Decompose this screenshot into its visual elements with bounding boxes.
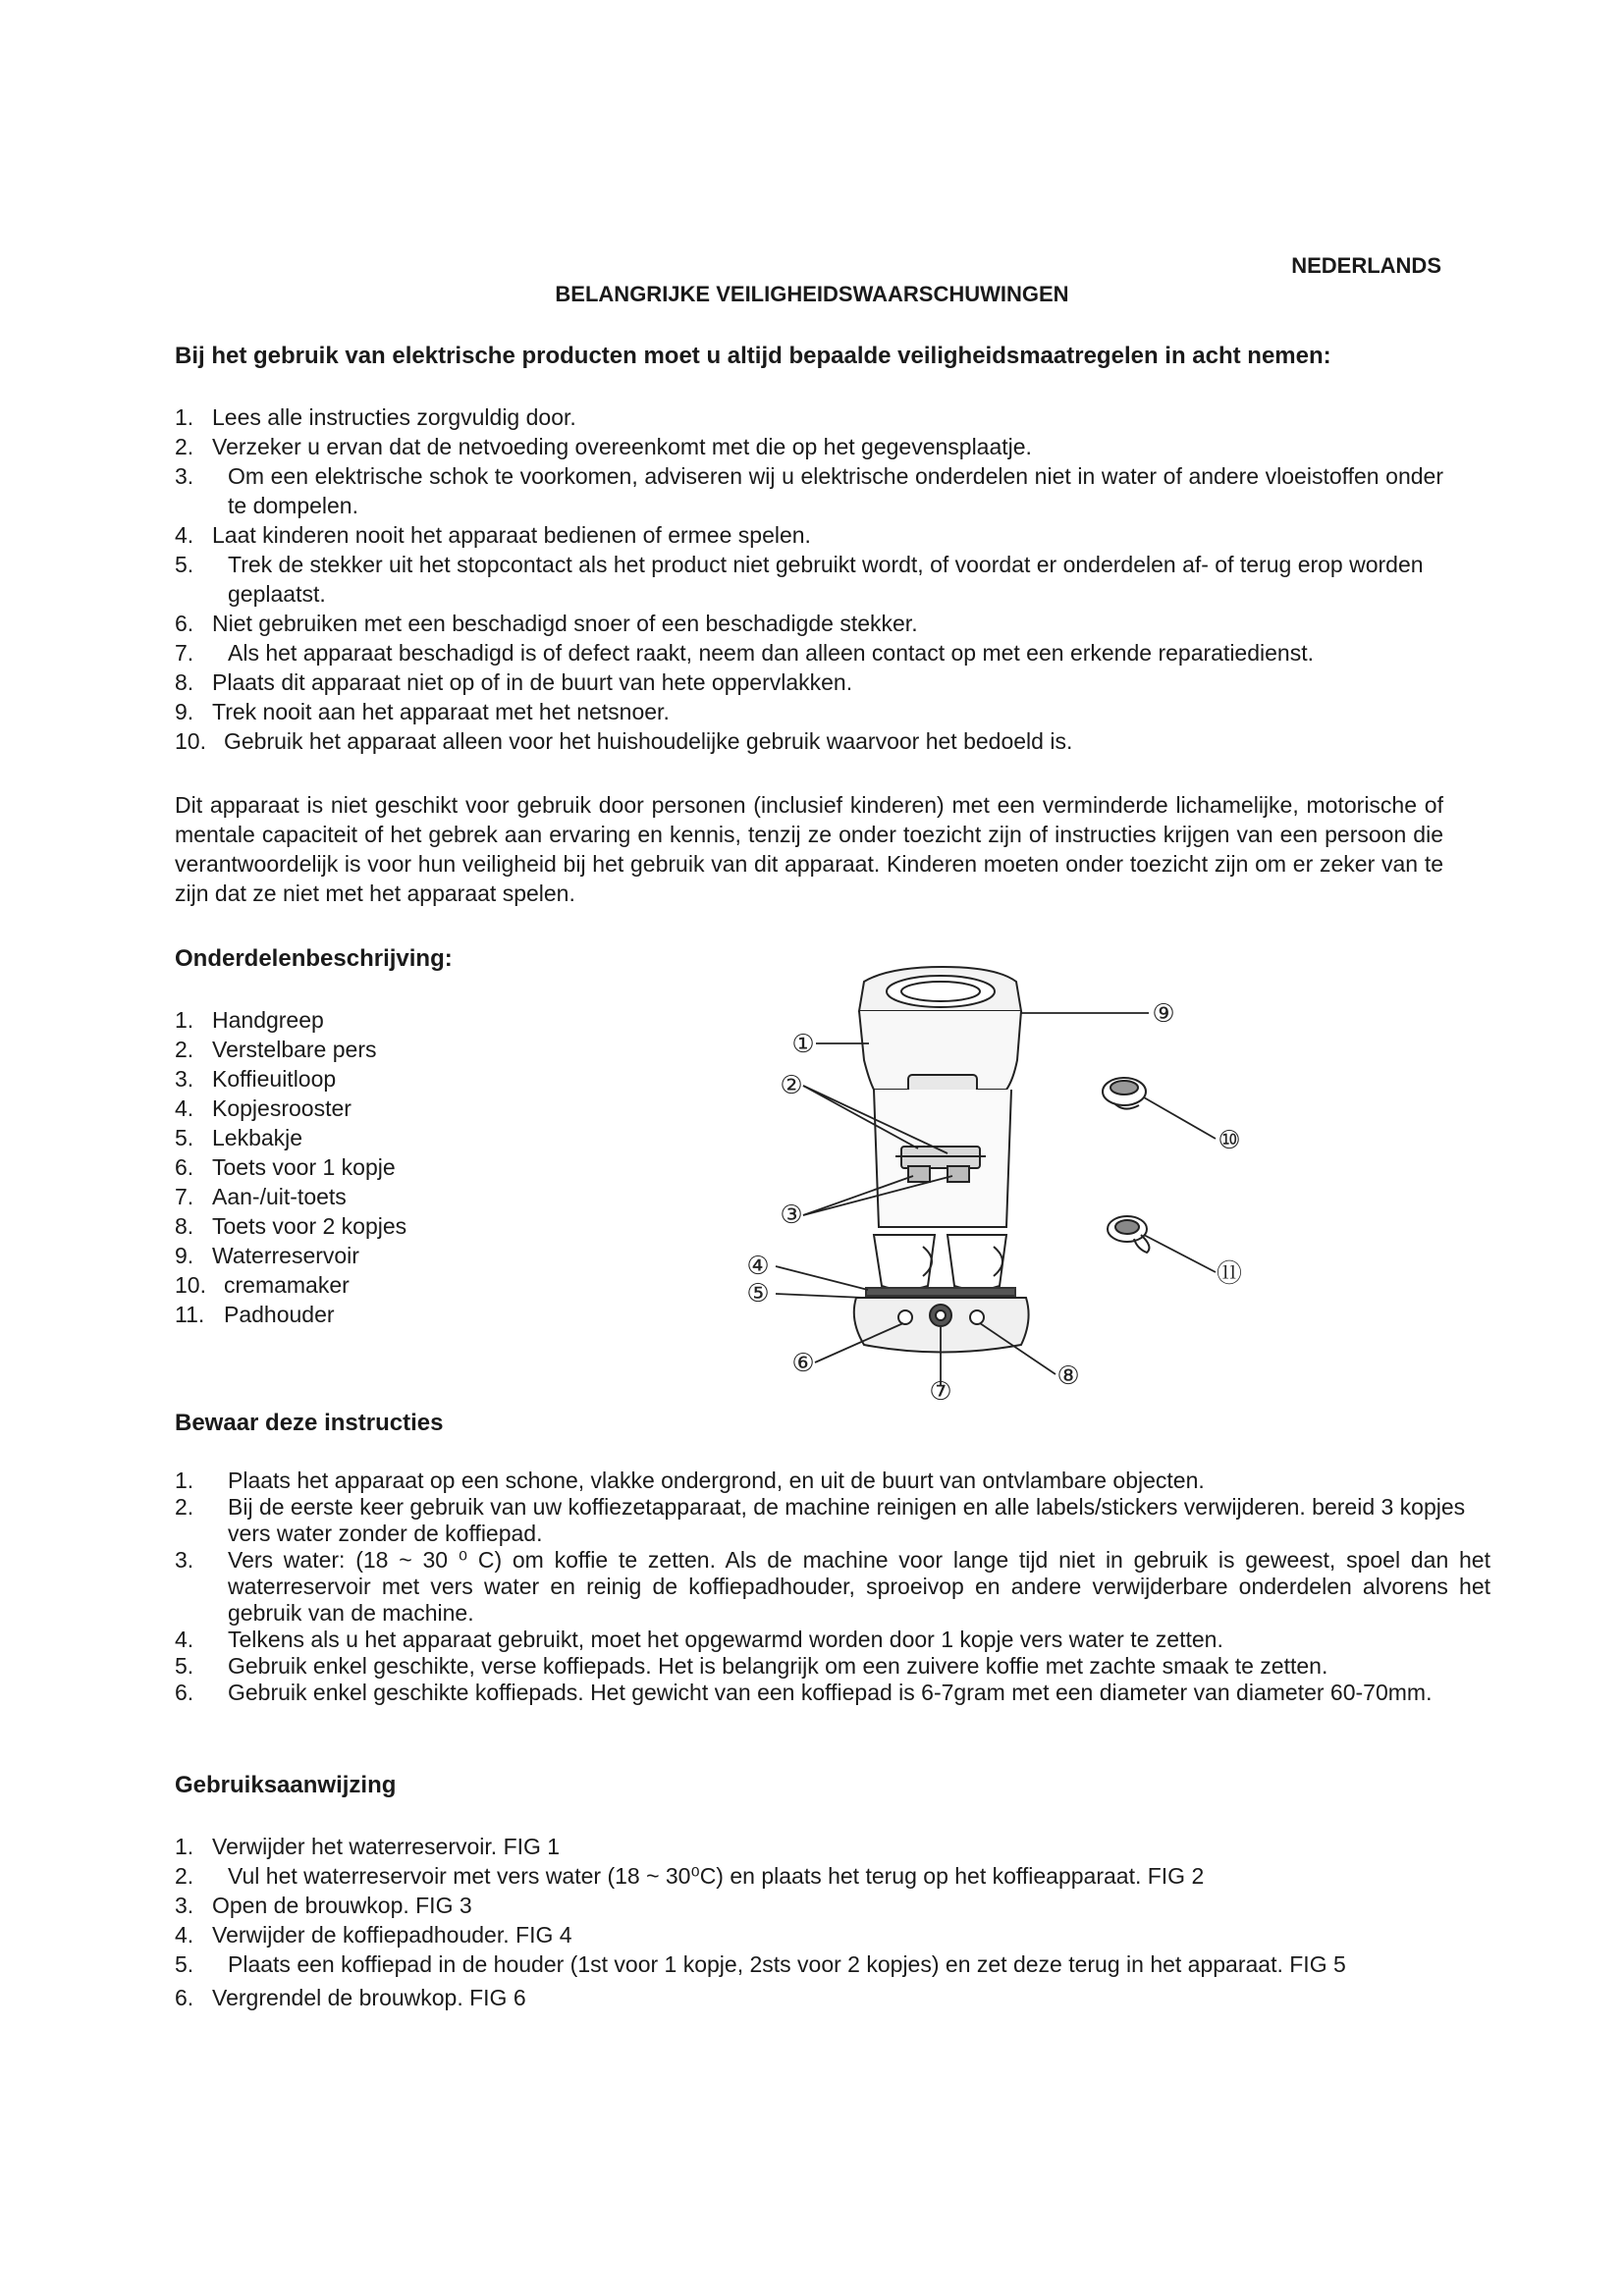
list-item: 3. Open de brouwkop. FIG 3	[175, 1893, 472, 1918]
callout-8: ⑧	[1056, 1362, 1080, 1391]
list-item: 4. Verwijder de koffiepadhouder. FIG 4	[175, 1922, 572, 1948]
list-item: 7. Als het apparaat beschadigd is of defect raakt, neem dan alleen contact op met een erkende reparatiedienst.	[175, 640, 1314, 666]
callout-3: ③	[780, 1201, 803, 1230]
parts-heading: Onderdelenbeschrijving:	[175, 945, 453, 972]
button-two-cups	[970, 1310, 984, 1324]
callout-1: ①	[791, 1030, 815, 1059]
safety-list	[175, 402, 1443, 756]
list-item: 2. Vul het waterreservoir met vers water (18 ~ 30⁰C) en plaats het terug op het koffieapparaat. FIG 2	[175, 1863, 1205, 1889]
list-item: 5. Plaats een koffiepad in de houder (1st voor 1 kopje, 2sts voor 2 kopjes) en zet deze terug in het apparaat. FIG 5	[175, 1951, 1346, 1977]
language-label: NEDERLANDS	[1291, 253, 1441, 278]
callout-11: ⑪	[1216, 1259, 1243, 1289]
list-item: 6. Niet gebruiken met een beschadigd snoer of een beschadigde stekker.	[175, 611, 918, 636]
list-item: 6. Gebruik enkel geschikte koffiepads. Het gewicht van een koffiepad is 6-7gram met een diameter van diameter 60-70mm.	[175, 1680, 1433, 1705]
list-item: 10. cremamaker	[175, 1272, 350, 1298]
callout-7: ⑦	[929, 1377, 952, 1406]
keep-heading: Bewaar deze instructies	[175, 1410, 444, 1436]
list-item: 1. Lees alle instructies zorgvuldig door.	[175, 404, 576, 430]
list-item: 8. Plaats dit apparaat niet op of in de buurt van hete oppervlakken.	[175, 669, 853, 695]
list-item: 2. Bij de eerste keer gebruik van uw koffiezetapparaat, de machine reinigen en alle labels/stickers verwijderen. bereid 3 kopjes vers water zonder de koffiepad.	[175, 1494, 1466, 1546]
list-item: 1. Handgreep	[175, 1007, 324, 1033]
list-item: 5. Gebruik enkel geschikte, verse koffiepads. Het is belangrijk om een zuivere koffie met zachte smaak te zetten.	[175, 1653, 1328, 1679]
list-item: 5. Lekbakje	[175, 1125, 303, 1150]
list-item: 4. Telkens als u het apparaat gebruikt, moet het opgewarmd worden door 1 kopje vers water te zetten.	[175, 1627, 1223, 1652]
page-title: BELANGRIJKE VEILIGHEIDSWAARSCHUWINGEN	[555, 282, 1069, 306]
list-item: 3. Vers water: (18 ~ 30 ⁰ C) om koffie te zetten. Als de machine voor lange tijd niet in gebruik is geweest, spoel dan het waterreservoir met vers water en reinig de koffiepadhouder, sproeivop en andere verwijderbare onderdelen alvorens het gebruik van de machine.	[175, 1547, 1490, 1626]
list-item: 3. Koffieuitloop	[175, 1066, 337, 1092]
list-item: 7. Aan-/uit-toets	[175, 1184, 347, 1209]
cup-right	[947, 1235, 1006, 1290]
list-item: 8. Toets voor 2 kopjes	[175, 1213, 407, 1239]
cup-grid	[866, 1288, 1015, 1296]
list-item: 9. Trek nooit aan het apparaat met het netsnoer.	[175, 699, 670, 724]
list-item: 1. Verwijder het waterreservoir. FIG 1	[175, 1834, 561, 1859]
button-one-cup	[898, 1310, 912, 1324]
usage-heading: Gebruiksaanwijzing	[175, 1772, 397, 1798]
list-item: 9. Waterreservoir	[175, 1243, 359, 1268]
parts-list	[175, 1005, 666, 1329]
list-item: 4. Laat kinderen nooit het apparaat bedienen of ermee spelen.	[175, 522, 811, 548]
list-item: 6. Toets voor 1 kopje	[175, 1154, 396, 1180]
list-item: 2. Verzeker u ervan dat de netvoeding overeenkomt met die op het gegevensplaatje.	[175, 434, 1032, 459]
callout-10: ⑩	[1218, 1126, 1241, 1155]
crema-maker-icon	[1103, 1078, 1146, 1109]
list-item: 11. Padhouder	[175, 1302, 335, 1327]
keep-list	[175, 1468, 1490, 1706]
callout-4: ④	[746, 1252, 770, 1281]
usage-list	[175, 1832, 1443, 2012]
callout-2: ②	[780, 1071, 803, 1100]
callout-6: ⑥	[791, 1349, 815, 1378]
coffee-machine-diagram	[687, 964, 1247, 1406]
list-item: 1. Plaats het apparaat op een schone, vlakke ondergrond, en uit de buurt van ontvlambare objecten.	[175, 1468, 1205, 1493]
list-item: 2. Verstelbare pers	[175, 1037, 377, 1062]
disclaimer-paragraph: Dit apparaat is niet geschikt voor gebruik door personen (inclusief kinderen) met een verminderde lichamelijke, motorische of mentale capaciteit of het gebrek aan ervaring en kennis, tenzij ze onder toezicht zijn of instructies krijgen van een persoon die verantwoordelijk is voor hun veiligheid bij het gebruik van dit apparaat. Kinderen moeten onder toezicht zijn om er zeker van te zijn dat ze niet met het apparaat spelen.	[175, 792, 1443, 906]
reservoir-top	[859, 967, 1021, 1011]
list-item: 5. Trek de stekker uit het stopcontact als het product niet gebruikt wordt, of voordat er onderdelen af- of terug erop worden geplaatst.	[175, 552, 1424, 607]
list-item: 6. Vergrendel de brouwkop. FIG 6	[175, 1985, 526, 2010]
cup-left	[874, 1235, 935, 1290]
pad-holder-icon	[1108, 1216, 1149, 1253]
list-item: 3. Om een elektrische schok te voorkomen, adviseren wij u elektrische onderdelen niet in water of andere vloeistoffen onder te dompelen.	[175, 463, 1443, 518]
list-item: 10. Gebruik het apparaat alleen voor het huishoudelijke gebruik waarvoor het bedoeld is.	[175, 728, 1073, 754]
safety-intro: Bij het gebruik van elektrische producten moet u altijd bepaalde veiligheidsmaatregelen in acht nemen:	[175, 343, 1331, 369]
callout-5: ⑤	[746, 1279, 770, 1308]
callout-9: ⑨	[1152, 999, 1175, 1029]
list-item: 4. Kopjesrooster	[175, 1095, 352, 1121]
